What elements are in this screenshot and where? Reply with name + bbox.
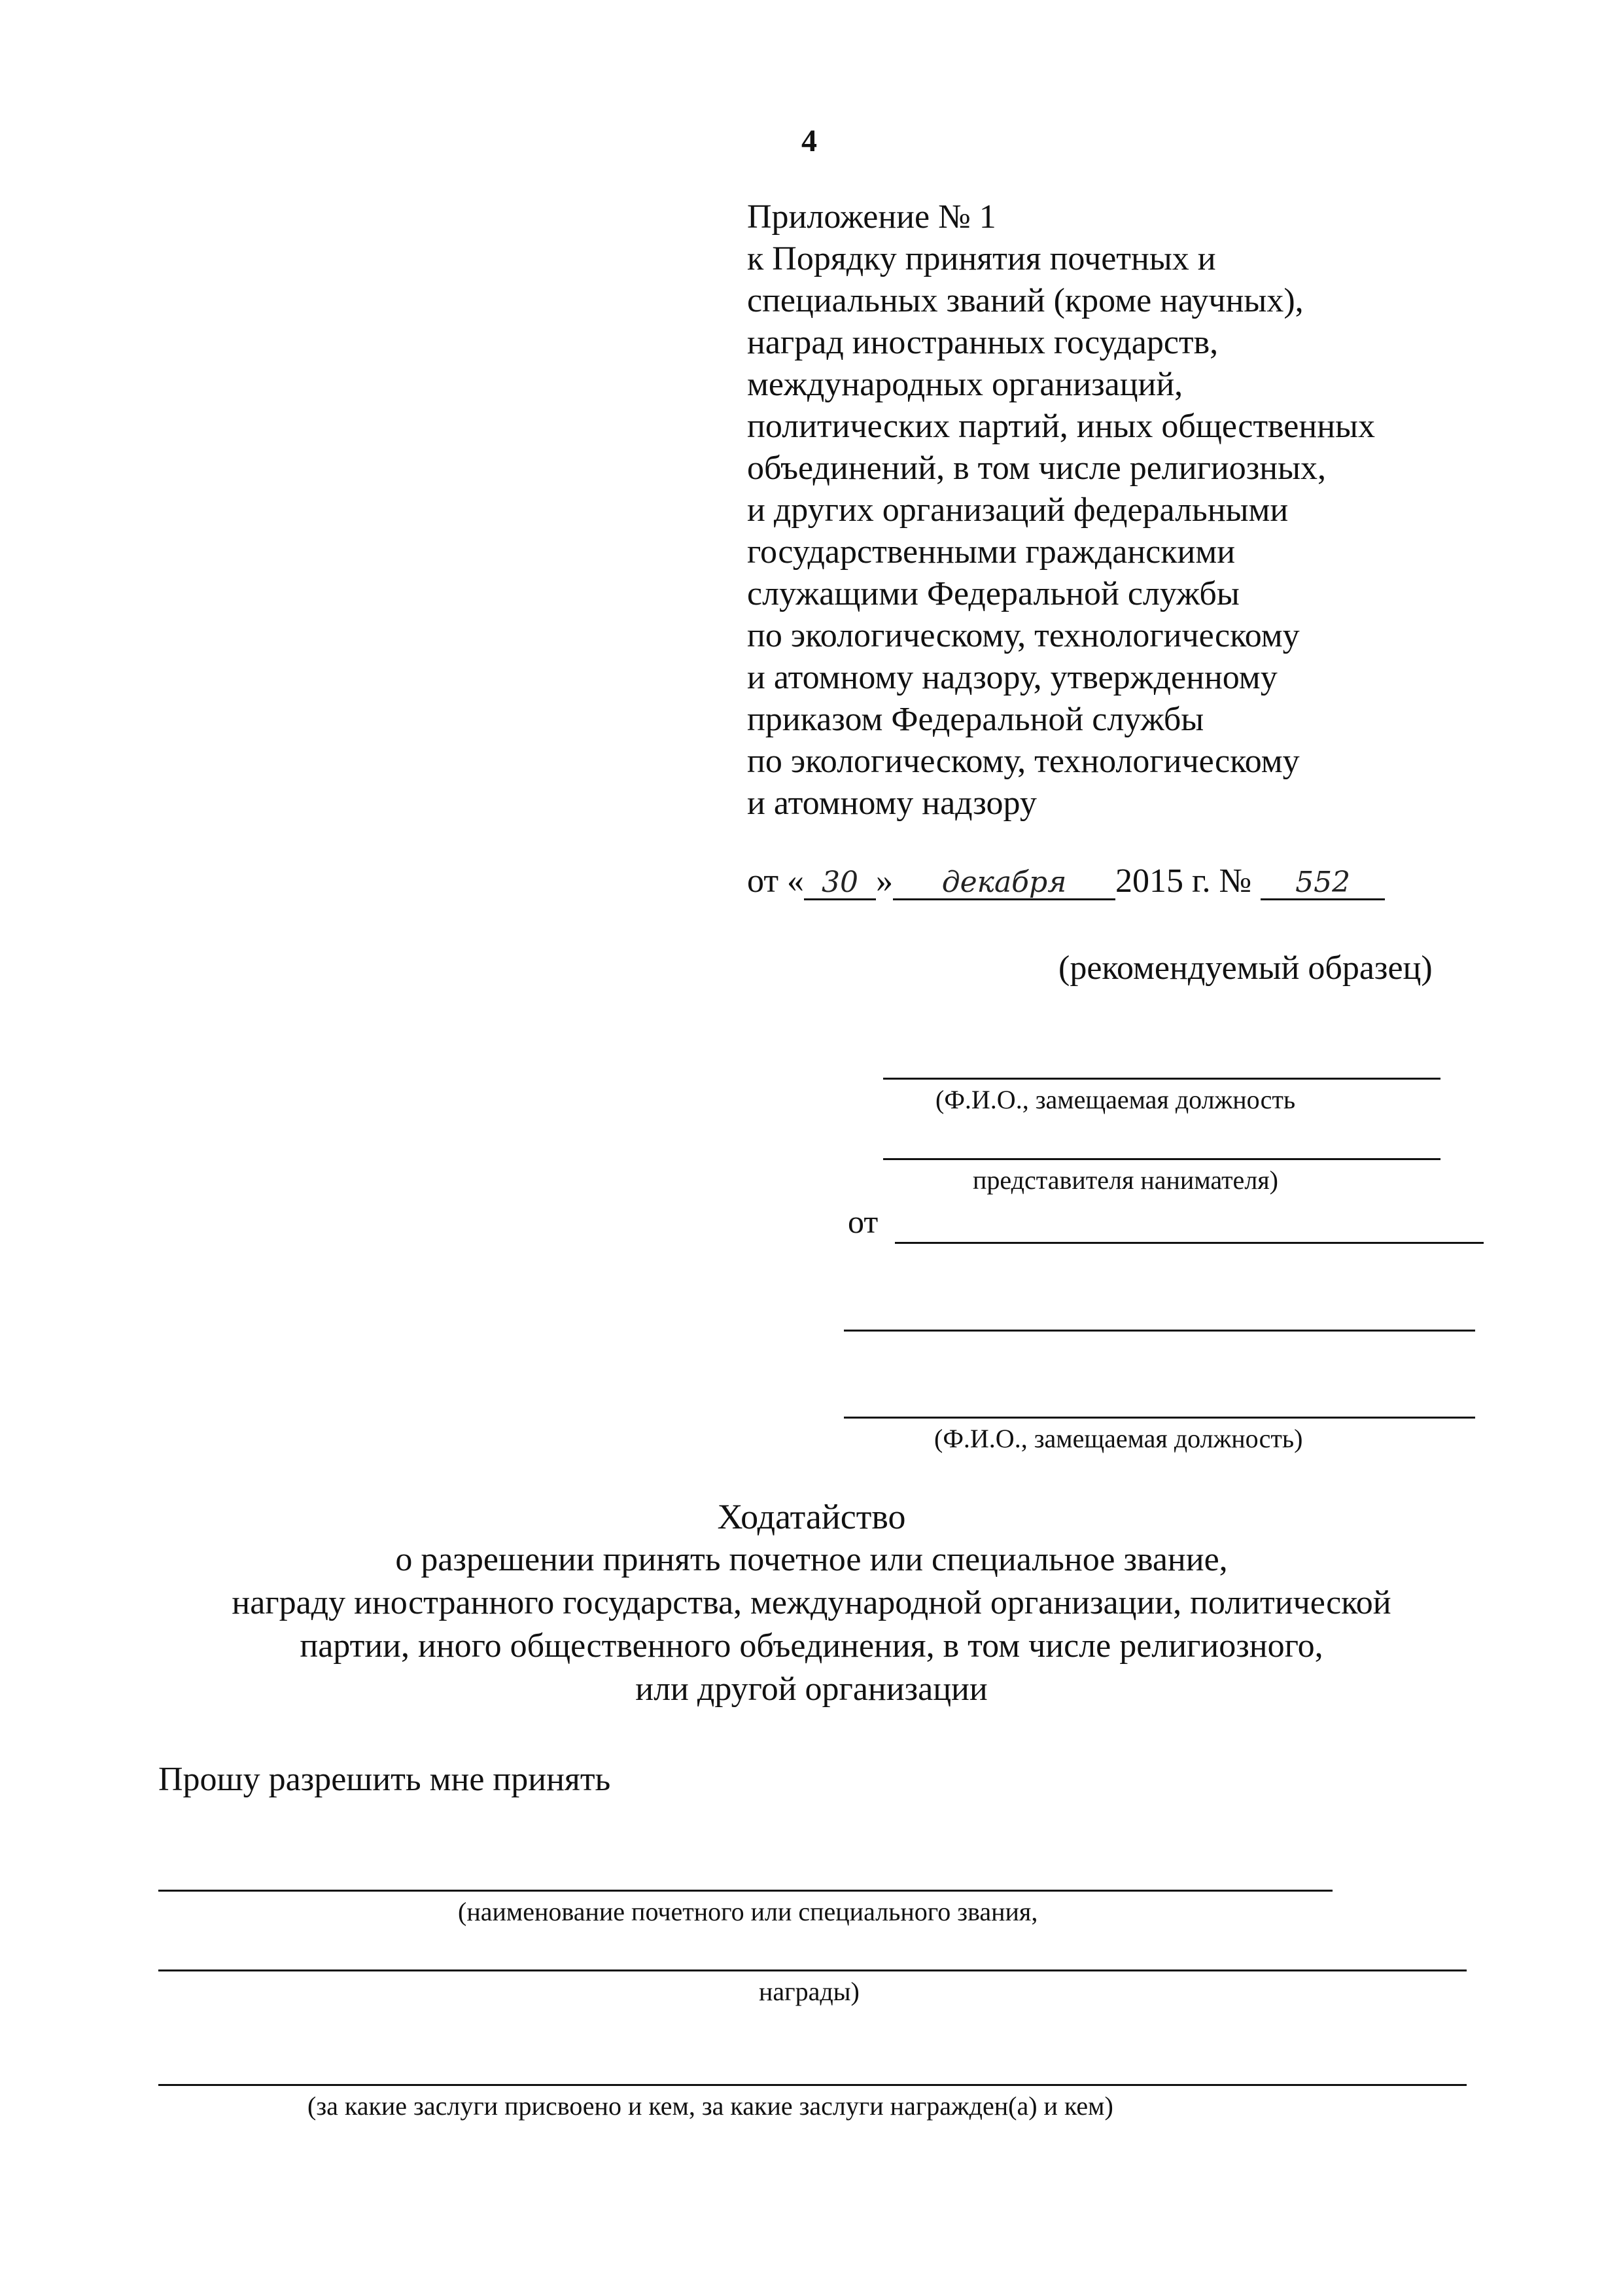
addressee-caption-2: представителя нанимателя)	[973, 1165, 1278, 1195]
order-prefix: от «	[747, 862, 805, 900]
award-name-line-2	[158, 1969, 1467, 1971]
merits-line	[158, 2084, 1467, 2086]
annex-line: и других организаций федеральными	[747, 491, 1289, 529]
order-year: 2015 г. №	[1115, 862, 1252, 900]
annex-header	[747, 196, 1375, 824]
order-number-handwritten: 552	[1261, 862, 1385, 900]
order-date-number	[747, 860, 1385, 902]
sender-caption: (Ф.И.О., замещаемая должность)	[934, 1424, 1303, 1453]
annex-line: и атомному надзору	[747, 785, 1037, 822]
sender-line-3	[844, 1417, 1475, 1419]
order-month-handwritten: декабря	[893, 862, 1115, 900]
petition-subtitle-line: партии, иного общественного объединения, в том числе религиозного,	[300, 1627, 1323, 1665]
annex-line: объединений, в том числе религиозных,	[747, 450, 1327, 487]
request-text: Прошу разрешить мне принять	[158, 1761, 611, 1798]
award-name-line-1	[158, 1890, 1333, 1892]
annex-line: наград иностранных государств,	[747, 324, 1219, 361]
order-quote-close: »	[876, 862, 894, 900]
annex-line: к Порядку принятия почетных и	[747, 240, 1216, 277]
award-name-caption-1: (наименование почетного или специального звания,	[458, 1897, 1038, 1926]
annex-line: государственными гражданскими	[747, 533, 1236, 571]
petition-subtitle-line: о разрешении принять почетное или специальное звание,	[395, 1541, 1228, 1578]
addressee-line-2	[883, 1158, 1440, 1160]
merits-caption: (за какие заслуги присвоено и кем, за какие заслуги награжден(а) и кем)	[307, 2091, 1113, 2121]
annex-line: по экологическому, технологическому	[747, 617, 1300, 654]
page-number: 4	[801, 124, 817, 158]
petition-title	[0, 1495, 1623, 1711]
addressee-caption-1: (Ф.И.О., замещаемая должность	[935, 1085, 1296, 1114]
petition-subtitle-line: или другой организации	[635, 1670, 988, 1708]
annex-line: международных организаций,	[747, 366, 1183, 403]
sender-line-2	[844, 1330, 1475, 1332]
annex-line: политических партий, иных общественных	[747, 408, 1375, 445]
sample-note: (рекомендуемый образец)	[1058, 949, 1433, 987]
annex-line: и атомному надзору, утвержденному	[747, 659, 1278, 696]
order-day-handwritten: 30	[804, 862, 876, 900]
annex-line: Приложение № 1	[747, 198, 996, 236]
petition-heading: Ходатайство	[717, 1497, 906, 1536]
from-label: от	[848, 1203, 879, 1240]
petition-subtitle-line: награду иностранного государства, международной организации, политической	[232, 1584, 1391, 1621]
annex-line: по экологическому, технологическому	[747, 743, 1300, 780]
award-name-caption-2: награды)	[759, 1977, 860, 2006]
annex-line: специальных званий (кроме научных),	[747, 282, 1304, 319]
annex-line: приказом Федеральной службы	[747, 701, 1204, 738]
annex-line: служащими Федеральной службы	[747, 575, 1240, 612]
sender-line-1	[895, 1242, 1484, 1244]
addressee-line-1	[883, 1078, 1440, 1080]
